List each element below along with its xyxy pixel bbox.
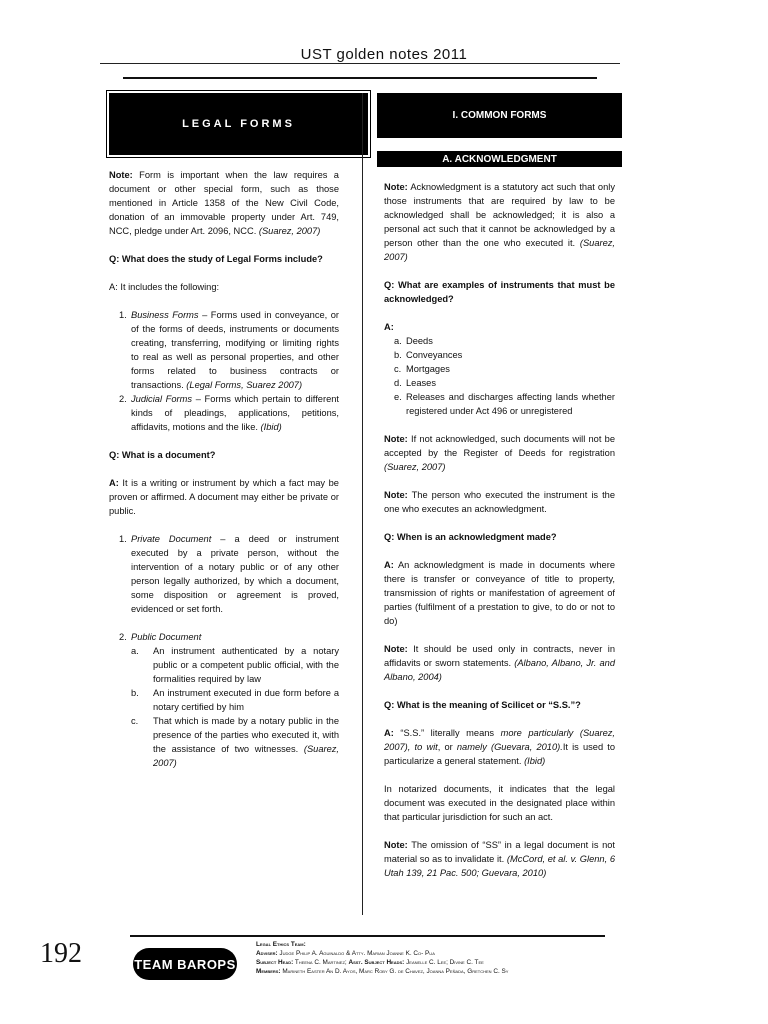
note-text: It should be used only in contracts, never in affidavits or sworn statements. [384, 644, 615, 668]
list-marker: c. [394, 364, 402, 374]
note-text: Form is important when the law requires a document or other special form, such as those mentioned in Article 1358 of the New Civil Code, donation of an immovable property under Art. 749, NCC, pledge under Art. 2096, NCC. [109, 170, 339, 236]
list-item [109, 532, 339, 616]
question: Q: When is an acknowledgment made? [384, 532, 557, 542]
answer [384, 558, 615, 628]
note-paragraph [384, 488, 615, 516]
note-text: The person who executed the instrument is the one who executes an acknowledgment. [384, 490, 615, 514]
list-text: Conveyances [406, 350, 463, 360]
list-marker: a. [394, 336, 402, 346]
answer-label: A: [384, 322, 394, 332]
list-number: 1. [119, 310, 127, 320]
answer-text: An acknowledgment is made in documents where there is transfer or conveyance of title to property, transmission of rights or manifestation of agreement of parties (fulfilment of a prestation to give, to do or not to do) [384, 560, 615, 626]
column-divider [362, 93, 363, 915]
team-label: Legal Ethics Team: [256, 941, 306, 948]
note-paragraph [384, 180, 615, 264]
sub-list-item [109, 686, 339, 714]
sub-list-marker: b. [131, 688, 139, 698]
answer-text: It is a writing or instrument by which a fact may be proven or affirmed. A document may either be private or public. [109, 478, 339, 516]
note-text: If not acknowledged, such documents will not be accepted by the Register of Deeds for registration [384, 434, 615, 458]
right-column [384, 180, 615, 894]
sub-list-item [109, 714, 339, 770]
note-paragraph [384, 642, 615, 684]
footer-credits [256, 940, 636, 976]
paragraph: In notarized documents, it indicates that the legal document was executed in the designated place within that particular jurisdiction for such an act. [384, 784, 615, 822]
legal-forms-title-box: LEGAL FORMS [109, 93, 368, 155]
header-rule [100, 63, 620, 64]
list-item [384, 334, 615, 348]
list-text: – Forms used in conveyance, or of the forms of deeds, instruments or documents creating, transferring, modifying or limiting rights to real as well as personal properties, and other forms related to business contracts or transactions. [131, 310, 339, 390]
answer-text: , or [437, 742, 453, 752]
citation: (Albano, Albano, Jr. and Albano, 2004) [384, 658, 616, 682]
list-term: Judicial Forms [131, 394, 193, 404]
list-item [384, 390, 615, 418]
note-text: The omission of “SS” in a legal document is not material so as to invalidate it. [384, 840, 615, 864]
sub-list-text: That which is made by a notary public in the presence of the parties who executed it, with the assistance of two witnesses. [153, 716, 339, 754]
public-document-list [109, 630, 339, 770]
list-number: 2. [119, 632, 127, 642]
common-forms-title-box: I. COMMON FORMS [377, 93, 622, 138]
note-paragraph [384, 432, 615, 474]
note-label: Note: [109, 170, 133, 180]
note-paragraph [384, 838, 615, 880]
list-text: Leases [406, 378, 436, 388]
sub-list-marker: c. [131, 716, 139, 726]
list-text: Deeds [406, 336, 433, 346]
list-marker: d. [394, 378, 402, 388]
citation: (Ibid) [257, 422, 282, 432]
sub-list-text: An instrument executed in due form before a notary certified by him [153, 688, 339, 712]
answer [384, 726, 615, 768]
answer-label: A: [384, 728, 394, 738]
note-label: Note: [384, 840, 408, 850]
list-text: Mortgages [406, 364, 450, 374]
list-item [384, 362, 615, 376]
question: Q: What is a document? [109, 450, 216, 460]
list-item [109, 308, 339, 392]
list-item [384, 376, 615, 390]
answer: A: It includes the following: [109, 282, 220, 292]
question: Q: What is the meaning of Scilicet or “S.S.”? [384, 700, 581, 710]
note-label: Note: [384, 182, 408, 192]
question: Q: What are examples of instruments that must be acknowledged? [384, 280, 615, 304]
citation: (Legal Forms, Suarez 2007) [183, 380, 303, 390]
citation: (Suarez, 2007) [384, 238, 615, 262]
citation: (Ibid) [524, 756, 546, 766]
answer [109, 476, 339, 518]
note-text: Acknowledgment is a statutory act such that only those instruments that are required by law to be acknowledged shall be acknowledged; it is also a personal act such that it cannot be acknowledged by a person other than the one who executed it. [384, 182, 615, 248]
citation: (Suarez, 2007) [153, 744, 339, 768]
list-number: 2. [119, 394, 127, 404]
answer-text: “S.S.” literally means [400, 728, 495, 738]
answer-label: A: [384, 560, 394, 570]
sub-list-text: An instrument authenticated by a notary public or a competent public official, with the formalities required by law [153, 646, 339, 684]
members-line: Members: Marineth Easter An D. Ayos, Marc Roby G. de Chavez, Joanna Peñada, Gretchen C. Sy [256, 968, 509, 975]
left-column [109, 168, 339, 770]
citation: (Suarez, 2007) [384, 462, 446, 472]
answer-italic: more particularly (Suarez, 2007), to wit [384, 728, 616, 752]
list-text: – a deed or instrument executed by a private person, without the intervention of a notary public or of any other person legally authorized, by which a document, some disposition or agreement is proved, evidenced or set forth. [131, 534, 340, 614]
note-paragraph [109, 168, 339, 238]
note-label: Note: [384, 644, 408, 654]
question: Q: What does the study of Legal Forms include? [109, 254, 323, 264]
list-text: Releases and discharges affecting lands whether registered under Act 496 or unregistered [406, 392, 615, 416]
adviser-line: Adviser: Judge Philip A. Aguinaldo & Atty. Marian Joanne K. Co- Pua [256, 950, 435, 957]
citation: (Suarez, 2007) [258, 226, 321, 236]
footer-rule [130, 935, 605, 937]
header-rule-thick [123, 77, 597, 79]
legal-forms-list [109, 308, 339, 434]
private-document-list [109, 532, 339, 616]
note-label: Note: [384, 490, 408, 500]
list-marker: e. [394, 392, 402, 402]
sub-list-item [109, 644, 339, 686]
instrument-examples-list [384, 334, 615, 418]
citation: (McCord, et al. v. Glenn, 6 Utah 139, 21 Pac. 500; Guevara, 2010) [384, 854, 615, 878]
page-number: 192 [40, 938, 82, 969]
answer-label: A: [109, 478, 119, 488]
list-term: Public Document [131, 632, 202, 642]
list-marker: b. [394, 350, 402, 360]
note-label: Note: [384, 434, 408, 444]
list-number: 1. [119, 534, 127, 544]
answer-italic: namely (Guevara, 2010). [456, 742, 563, 752]
list-item [109, 630, 339, 644]
list-text: – Forms which pertain to different kinds of pleadings, applications, petitions, affidavits, motions and the like. [131, 394, 339, 432]
sub-list-marker: a. [131, 646, 139, 656]
answer-text: It is used to particularize a general statement. [384, 742, 615, 766]
acknowledgment-section-bar: A. ACKNOWLEDGMENT [377, 151, 622, 167]
list-term: Business Forms [131, 310, 199, 320]
running-header-title: UST golden notes 2011 [300, 46, 468, 63]
list-item [384, 348, 615, 362]
list-term: Private Document [131, 534, 212, 544]
list-item [109, 392, 339, 434]
subject-heads-line: Subject Head: Theena C. Martinez; Asst. Subject Heads: Jeanelle C. Lee; Divine C. Tee [256, 959, 484, 966]
team-barops-logo: TEAM BAROPS [133, 948, 237, 980]
